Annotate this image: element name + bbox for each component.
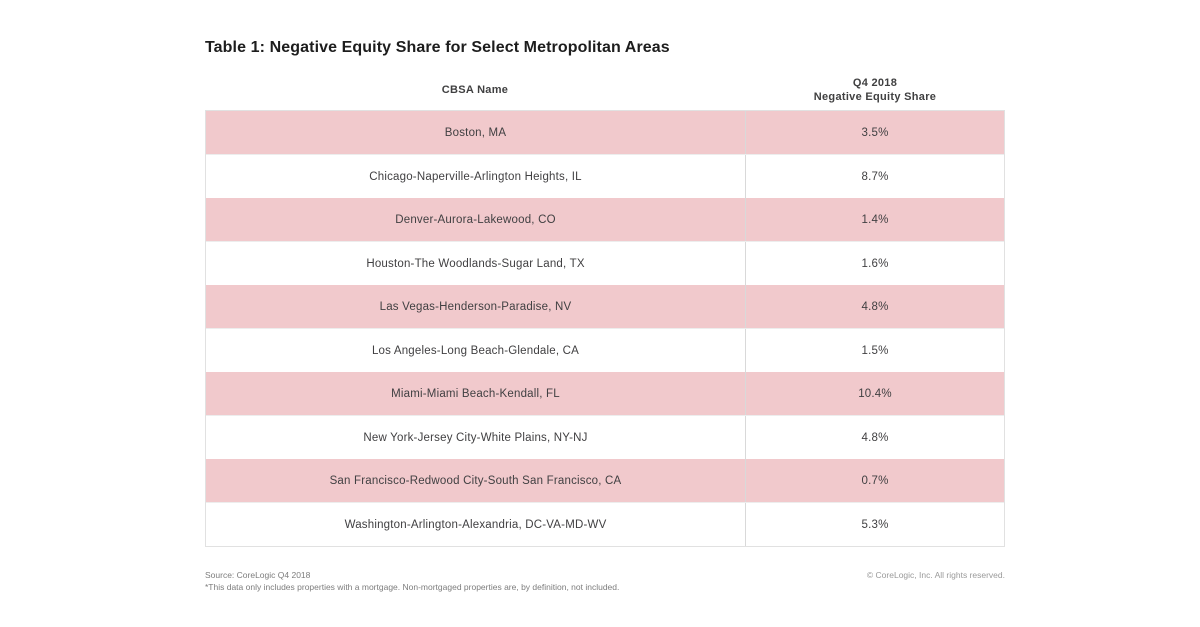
cbsa-name-cell: San Francisco-Redwood City-South San Francisco, CA (206, 459, 746, 502)
footer (205, 569, 1005, 593)
table-row (206, 198, 1004, 241)
table-row (206, 285, 1004, 328)
table-row (206, 111, 1004, 154)
footer-copyright: © CoreLogic, Inc. All rights reserved. (866, 570, 1005, 580)
column-header-negative-equity-share (745, 76, 1005, 104)
table-title: Table 1: Negative Equity Share for Select Metropolitan Areas (205, 39, 670, 56)
cbsa-name-cell: Miami-Miami Beach-Kendall, FL (206, 372, 746, 415)
equity-share-cell: 1.5% (861, 344, 889, 357)
cbsa-name-cell: Boston, MA (206, 111, 746, 154)
footer-note-line: *This data only includes properties with a mortgage. Non-mortgaged properties are, by definition, not included. (205, 582, 620, 592)
table-row (206, 241, 1004, 285)
table-header-row (205, 70, 1005, 110)
equity-share-cell: 0.7% (861, 474, 889, 487)
equity-share-cell: 4.8% (861, 300, 889, 313)
equity-share-cell: 8.7% (861, 170, 889, 183)
cbsa-name-cell: Denver-Aurora-Lakewood, CO (206, 198, 746, 241)
cbsa-name-cell: Chicago-Naperville-Arlington Heights, IL (206, 155, 746, 198)
table-row (206, 415, 1004, 459)
cbsa-name-cell: Houston-The Woodlands-Sugar Land, TX (206, 242, 746, 285)
equity-share-cell: 4.8% (861, 431, 889, 444)
table-row (206, 459, 1004, 502)
column-header-quarter-line: Q4 2018 (852, 77, 898, 89)
cbsa-name-cell: Los Angeles-Long Beach-Glendale, CA (206, 329, 746, 372)
footer-source-line: Source: CoreLogic Q4 2018 (205, 570, 311, 580)
column-header-share-line: Negative Equity Share (813, 91, 937, 103)
equity-share-cell: 1.4% (861, 213, 889, 226)
equity-share-cell: 10.4% (858, 387, 892, 400)
table-row (206, 372, 1004, 415)
cbsa-name-cell: Las Vegas-Henderson-Paradise, NV (206, 285, 746, 328)
table-row (206, 154, 1004, 198)
equity-share-cell: 1.6% (861, 257, 889, 270)
table-body (205, 110, 1005, 547)
table-figure (205, 38, 1005, 547)
cbsa-name-cell: Washington-Arlington-Alexandria, DC-VA-MD-WV (206, 503, 746, 546)
equity-share-cell: 3.5% (861, 126, 889, 139)
cbsa-name-cell: New York-Jersey City-White Plains, NY-NJ (206, 416, 746, 459)
equity-share-cell: 5.3% (861, 518, 889, 531)
footer-source-note (205, 569, 619, 593)
table-row (206, 502, 1004, 546)
table-row (206, 328, 1004, 372)
column-header-cbsa-name: CBSA Name (441, 84, 509, 96)
